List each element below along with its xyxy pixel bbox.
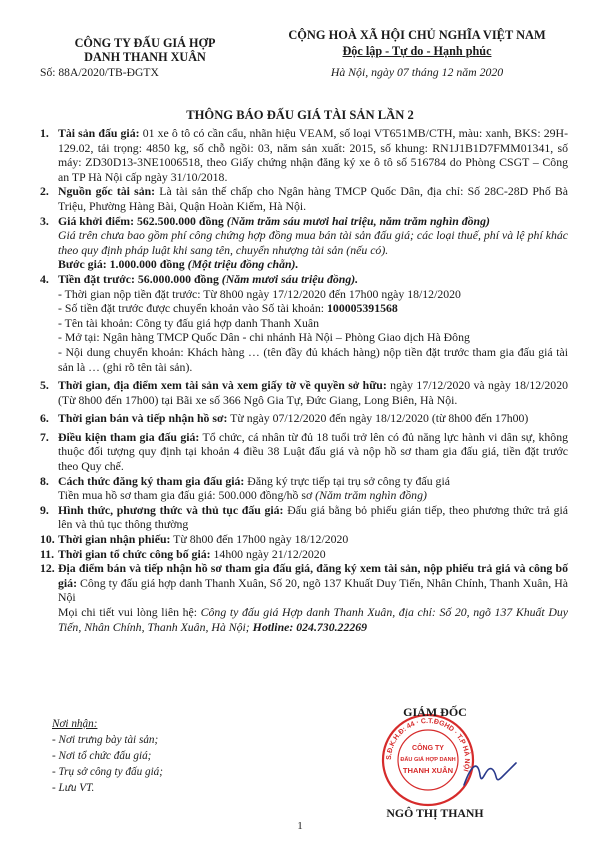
seal-line-1: CÔNG TY bbox=[412, 745, 444, 752]
item-heading: Tài sản đấu giá: bbox=[58, 126, 140, 140]
seal-ring-text: S.Đ.K.H.Đ: 44 · C.T.ĐGHD · T.P HÀ NỘI bbox=[385, 717, 471, 773]
national-header bbox=[262, 28, 572, 80]
item-heading: Tiền đặt trước: 56.000.000 đồng bbox=[58, 271, 219, 286]
signer-role: GIÁM ĐỐC bbox=[403, 705, 467, 719]
item-heading: Giá khởi điểm: 562.500.000 đồng bbox=[58, 213, 224, 228]
recipient-item: - Trụ sở công ty đấu giá; bbox=[52, 766, 164, 778]
recipients-title: Nơi nhận: bbox=[52, 718, 98, 730]
dossier-fee-words: (Năm trăm nghìn đồng) bbox=[315, 488, 427, 503]
item-number: 6. bbox=[40, 411, 49, 426]
deposit-in-words: (Năm mươi sáu triệu đồng). bbox=[218, 271, 359, 286]
item-2-origin bbox=[40, 184, 568, 213]
account-name: - Tên tài khoản: Công ty đấu giá hợp danh Thanh Xuân bbox=[58, 315, 320, 330]
item-text: ngày 17/12/2020 và ngày 18/12/2020 (Từ 8h00 đến 17h00) tại Bãi xe số 366 Ngô Gia Tự, Đức Giang, Long Biên, Hà Nội. bbox=[58, 378, 568, 407]
item-heading: Thời gian nhận phiếu: bbox=[58, 532, 171, 547]
item-text: Tổ chức, cá nhân từ đủ 18 tuổi trở lên có đủ năng lực hành vi dân sự, không thuộc đối tượng quy định tại khoản 4 điều 38 Luật đấu giá và nộp hồ sơ tham gia đấu giá, tiền đặt trước theo Quy chế. bbox=[58, 429, 568, 474]
item-heading: Thời gian bán và tiếp nhận hồ sơ: bbox=[58, 411, 228, 426]
item-number: 7. bbox=[40, 429, 49, 444]
item-heading: Nguồn gốc tài sản: bbox=[58, 184, 156, 199]
deposit-account-number: 100005391568 bbox=[327, 301, 398, 316]
item-8-registration bbox=[40, 474, 568, 503]
recipients-block bbox=[52, 716, 163, 796]
price-note: Giá trên chưa bao gồm phí công chứng hợp đồng mua bán tài sản đấu giá; các loại thuế, phí và lệ phí khác theo quy định pháp luật khi sang tên, chuyển nhượng tài sản (nếu có). bbox=[58, 228, 568, 257]
bid-step-words: (Một triệu đồng chẵn). bbox=[184, 257, 299, 272]
bank-branch: - Mở tại: Ngân hàng TMCP Quốc Dân - chi nhánh Hà Nội – Phòng Giao dịch Hà Đông bbox=[58, 330, 470, 345]
item-text: Từ 8h00 đến 17h00 ngày 18/12/2020 bbox=[170, 532, 349, 547]
item-text: 14h00 ngày 21/12/2020 bbox=[210, 546, 326, 561]
item-heading: Hình thức, phương thức và thủ tục đấu giá: bbox=[58, 502, 284, 517]
national-motto: Độc lập - Tự do - Hạnh phúc bbox=[342, 44, 492, 58]
seal-line-2: ĐẤU GIÁ HỢP DANH bbox=[400, 757, 456, 763]
nation-title: CỘNG HOÀ XÃ HỘI CHỦ NGHĨA VIỆT NAM bbox=[288, 28, 546, 42]
item-10-ballot-time bbox=[40, 532, 568, 547]
signer-name: NGÔ THỊ THANH bbox=[386, 806, 484, 820]
item-11-announce-time bbox=[40, 547, 568, 562]
contact-prefix: Mọi chi tiết vui lòng liên hệ: bbox=[58, 605, 201, 619]
seal-line-3: THANH XUÂN bbox=[402, 766, 454, 775]
item-text: 01 xe ô tô có cần cẩu, nhãn hiệu VEAM, số loại VT651MB/CTH, màu: xanh, BKS: 29H-129.02, tải trọng: 4850 kg, số chỗ ngồi: 03, năm sản xuất: 2015, số khung: RN1J1B1D7FMM01341, số máy: ZD30D13-3NE1006518, theo Giấy chứng nhận đăng ký xe ô tô số 516784 do Phòng CSGT – Công an TP Hà Nội cấp ngày 31/10/2018. bbox=[58, 126, 568, 184]
item-number: 10. bbox=[40, 532, 55, 547]
contact-address: Công ty đấu giá Hợp danh Thanh Xuân, địa chỉ: Số 20, ngõ 137 Khuất Duy Tiến, Nhân Chính, Thanh Xuân, Hà Nội; bbox=[58, 605, 568, 634]
recipient-item: - Nơi tổ chức đấu giá; bbox=[52, 750, 152, 762]
issuer-block bbox=[40, 36, 250, 79]
item-number: 3. bbox=[40, 213, 49, 228]
transfer-content: - Nội dung chuyển khoản: Khách hàng … (tên đầy đủ khách hàng) nộp tiền đặt trước tham gia đấu giá tài sản là … (ghi rõ tên tài sản). bbox=[58, 344, 568, 374]
item-number: 11. bbox=[40, 546, 55, 561]
item-12-location bbox=[40, 561, 568, 634]
item-text: Là tài sản thế chấp cho Ngân hàng TMCP Quốc Dân, địa chỉ: Số 28C-28D Phố Bà Triệu, Phường Hàng Bài, Quận Hoàn Kiếm, Hà Nội. bbox=[58, 184, 569, 213]
item-heading: Cách thức đăng ký tham gia đấu giá: bbox=[58, 473, 245, 488]
price-in-words: (Năm trăm sáu mươi hai triệu, năm trăm nghìn đồng) bbox=[223, 213, 490, 228]
item-number: 1. bbox=[40, 126, 49, 140]
item-number: 9. bbox=[40, 502, 49, 517]
recipient-item: - Nơi trưng bày tài sản; bbox=[52, 734, 159, 746]
item-number: 12. bbox=[40, 561, 55, 576]
item-9-method bbox=[40, 503, 568, 532]
item-number: 5. bbox=[40, 378, 49, 393]
item-heading: Điều kiện tham gia đấu giá: bbox=[58, 429, 200, 444]
item-text: Từ ngày 07/12/2020 đến ngày 18/12/2020 (từ 8h00 đến 17h00) bbox=[227, 411, 529, 426]
item-7-conditions bbox=[40, 430, 568, 474]
item-1-asset bbox=[40, 126, 568, 184]
item-3-starting-price bbox=[40, 214, 568, 272]
item-number: 4. bbox=[40, 271, 49, 286]
notice-body bbox=[40, 126, 568, 634]
item-heading: Thời gian, địa điểm xem tài sản và xem giấy tờ về quyền sở hữu: bbox=[58, 378, 387, 393]
item-heading: Địa điểm bán và tiếp nhận hồ sơ tham gia đấu giá, đăng ký xem tài sản, nộp phiếu trả giá và công bố giá: bbox=[58, 561, 568, 590]
item-6-sale-time bbox=[40, 411, 568, 426]
item-heading: Thời gian tổ chức công bố giá: bbox=[58, 546, 211, 561]
item-text: Công ty đấu giá hợp danh Thanh Xuân, Số 20, ngõ 137 Khuất Duy Tiến, Nhân Chính, Thanh Xuân, Hà Nội bbox=[58, 575, 568, 605]
deposit-time: - Thời gian nộp tiền đặt trước: Từ 8h00 ngày 17/12/2020 đến 17h00 ngày 18/12/2020 bbox=[58, 286, 461, 301]
item-number: 2. bbox=[40, 184, 49, 199]
hotline: Hotline: 024.730.22269 bbox=[252, 619, 368, 634]
dossier-fee: Tiền mua hồ sơ tham gia đấu giá: 500.000 đồng/hồ sơ bbox=[58, 488, 316, 503]
document-number: Số: 88A/2020/TB-ĐGTX bbox=[40, 66, 159, 79]
bid-step: Bước giá: 1.000.000 đồng bbox=[58, 257, 185, 272]
signature-block bbox=[370, 705, 500, 821]
company-name-line2: DANH THANH XUÂN bbox=[84, 50, 206, 64]
deposit-account-label: - Số tiền đặt trước được chuyển khoản vào Số tài khoản: bbox=[58, 301, 328, 316]
item-4-deposit bbox=[40, 272, 568, 374]
page-number: 1 bbox=[297, 820, 303, 832]
company-name-line1: CÔNG TY ĐẤU GIÁ HỢP bbox=[74, 36, 216, 50]
recipient-item: - Lưu VT. bbox=[52, 782, 95, 794]
issue-date: Hà Nội, ngày 07 tháng 12 năm 2020 bbox=[330, 65, 504, 79]
document-title: THÔNG BÁO ĐẤU GIÁ TÀI SẢN LẦN 2 bbox=[186, 108, 414, 122]
item-text: Đăng ký trực tiếp tại trụ sở công ty đấu giá bbox=[244, 473, 450, 488]
item-5-viewing bbox=[40, 378, 568, 407]
item-text: Đấu giá bằng bỏ phiếu gián tiếp, theo phương thức trả giá lên và thủ tục thông thường bbox=[58, 502, 569, 532]
item-number: 8. bbox=[40, 473, 49, 488]
